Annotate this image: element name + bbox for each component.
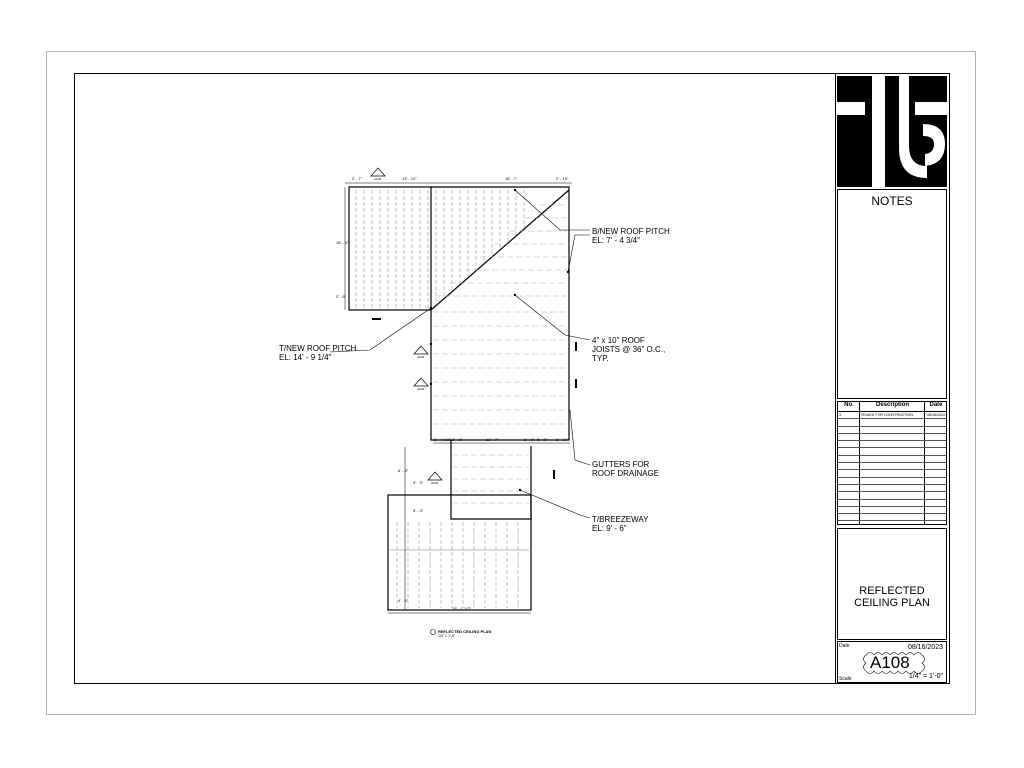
upper-joists — [356, 190, 524, 308]
revision-empty-cell — [860, 492, 925, 498]
dimension-mid-6: 2' - 10" — [556, 437, 569, 442]
revision-empty-cell — [925, 485, 946, 491]
section-tag-3: A108 — [417, 387, 425, 391]
revision-empty-cell — [838, 507, 860, 513]
revision-empty-row — [838, 463, 946, 470]
sheet-title: REFLECTED CEILING PLAN — [854, 585, 930, 609]
revision-empty-cell — [838, 448, 860, 454]
section-tag-1: A108 — [374, 177, 382, 181]
revision-empty-row — [838, 478, 946, 485]
revision-empty-row — [838, 470, 946, 477]
notes-panel — [837, 189, 947, 399]
dimension-mid-3: 13' - 7" — [486, 437, 499, 442]
callout-gutters: GUTTERS FOR ROOF DRAINAGE — [592, 460, 660, 478]
dimension-mid-5: 5' - 2" — [537, 437, 548, 442]
revision-empty-cell — [925, 441, 946, 447]
revision-empty-cell — [925, 448, 946, 454]
lower-joists — [390, 522, 529, 608]
revision-empty-cell — [925, 507, 946, 513]
revision-date: 08/16/2023 — [927, 413, 945, 417]
revision-empty-cell — [860, 434, 925, 440]
view-caption-scale: 1/4" = 1'-0" — [438, 634, 456, 638]
view-caption-title: REFLECTED CEILING PLAN — [438, 629, 492, 634]
dimension-mid-4: 2' - 0" — [524, 437, 535, 442]
revision-empty-cell — [838, 419, 860, 425]
revision-empty-cell — [838, 456, 860, 462]
revision-empty-cell — [925, 463, 946, 469]
section-tag-4: A108 — [431, 481, 439, 485]
revision-empty-cell — [838, 427, 860, 433]
revision-empty-cell — [838, 514, 860, 520]
revision-empty-row — [838, 521, 946, 525]
revision-table — [837, 401, 947, 525]
revision-empty-cell — [925, 456, 946, 462]
revision-empty-cell — [838, 521, 860, 525]
revision-empty-cell — [860, 441, 925, 447]
revision-empty-cell — [860, 514, 925, 520]
revision-empty-row — [838, 492, 946, 499]
dimension-lines — [345, 183, 572, 613]
revision-description: ISSUED FOR CONSTRUCTION — [860, 412, 925, 418]
sheet-title-panel — [837, 528, 947, 640]
view-number-marker — [431, 630, 436, 635]
revision-empty-cell — [860, 521, 925, 525]
revision-no: 3 — [838, 412, 860, 418]
revision-empty-cell — [925, 470, 946, 476]
dimension-breezeway-1: 6' - 8" — [398, 468, 409, 473]
date-label: Date — [839, 643, 850, 649]
logo-mark-icon — [837, 76, 947, 187]
dimension-top-3: 16' - 7" — [505, 176, 518, 181]
revision-empty-row — [838, 456, 946, 463]
dimension-top-4: 2' - 10" — [556, 176, 569, 181]
callout-breezeway: T/BREEZEWAY EL: 9' - 6" — [592, 515, 649, 533]
revision-empty-row — [838, 419, 946, 426]
revision-empty-cell — [860, 500, 925, 506]
revision-empty-cell — [925, 478, 946, 484]
revision-empty-row — [838, 427, 946, 434]
dimension-top-1: 2' - 7" — [352, 176, 363, 181]
upper-left-roof-outline — [349, 187, 431, 310]
revision-empty-cell — [925, 434, 946, 440]
revision-empty-row — [838, 500, 946, 507]
revision-empty-cell — [925, 419, 946, 425]
revision-header-description: Description — [860, 402, 925, 411]
company-logo — [837, 76, 947, 187]
dimension-breezeway-5: 15' - 1 1/2" — [452, 606, 472, 611]
revision-empty-cell — [838, 463, 860, 469]
dimension-mid-1: 3' - 4 1/2" — [434, 437, 451, 442]
revision-empty-cell — [838, 492, 860, 498]
sheet-number: A108 — [870, 653, 910, 672]
callout-roof-joists: 4" x 10" ROOF JOISTS @ 36" O.C., TYP. — [592, 336, 666, 363]
dimension-mid-2: 2' - 2" — [452, 437, 463, 442]
lower-roof-outline — [388, 495, 531, 610]
revision-empty-cell — [860, 470, 925, 476]
revision-empty-cell — [838, 478, 860, 484]
revision-empty-cell — [925, 500, 946, 506]
breezeway-joists — [453, 455, 529, 503]
main-joists — [433, 205, 567, 424]
dimension-top-2: 13' - 10" — [402, 176, 417, 181]
dimension-left-2: 2' - 6" — [336, 294, 347, 299]
revision-header-date: Date — [929, 402, 943, 408]
callout-b-new-roof-pitch: B/NEW ROOF PITCH EL: 7' - 4 3/4" — [592, 227, 670, 245]
notes-title: NOTES — [871, 194, 913, 208]
revision-empty-row — [838, 507, 946, 514]
dimension-left-1: 16' - 4" — [336, 240, 349, 245]
revision-empty-cell — [860, 478, 925, 484]
callout-t-new-roof-pitch: T/NEW ROOF PITCH EL: 14' - 9 1/4" — [279, 344, 357, 362]
dimension-breezeway-4: 4' - 6" — [398, 598, 409, 603]
revision-empty-cell — [860, 463, 925, 469]
revision-empty-cell — [860, 507, 925, 513]
revision-header — [838, 402, 946, 412]
revision-empty-cell — [838, 470, 860, 476]
revision-header-no: No. — [838, 402, 860, 411]
revision-empty-cell — [925, 514, 946, 520]
revision-empty-cell — [860, 427, 925, 433]
revision-empty-cell — [925, 427, 946, 433]
revision-empty-row — [838, 514, 946, 521]
revision-empty-cell — [838, 434, 860, 440]
dimension-breezeway-3: 5' - 3" — [413, 508, 424, 513]
breezeway-outline — [451, 440, 531, 519]
revision-row — [838, 412, 946, 419]
main-roof-outline — [431, 187, 569, 440]
revision-empty-cell — [838, 485, 860, 491]
revision-empty-cell — [860, 448, 925, 454]
revision-empty-cell — [860, 419, 925, 425]
scale-label: Scale — [839, 676, 852, 682]
revision-empty-cell — [860, 456, 925, 462]
revision-empty-cell — [860, 485, 925, 491]
revision-empty-rows — [838, 419, 946, 525]
revision-empty-row — [838, 485, 946, 492]
dimension-breezeway-2: 3' - 3" — [413, 480, 424, 485]
revision-empty-row — [838, 448, 946, 455]
revision-empty-cell — [838, 441, 860, 447]
sheet-meta-panel — [837, 641, 947, 683]
sheet-scale: 1/4" = 1'-0" — [908, 673, 943, 680]
revision-empty-cell — [925, 492, 946, 498]
revision-empty-cell — [838, 500, 860, 506]
revision-empty-row — [838, 434, 946, 441]
sheet-date: 08/16/2023 — [907, 644, 943, 651]
revision-empty-row — [838, 441, 946, 448]
revision-empty-cell — [925, 521, 946, 525]
section-tag-2: A108 — [417, 355, 425, 359]
